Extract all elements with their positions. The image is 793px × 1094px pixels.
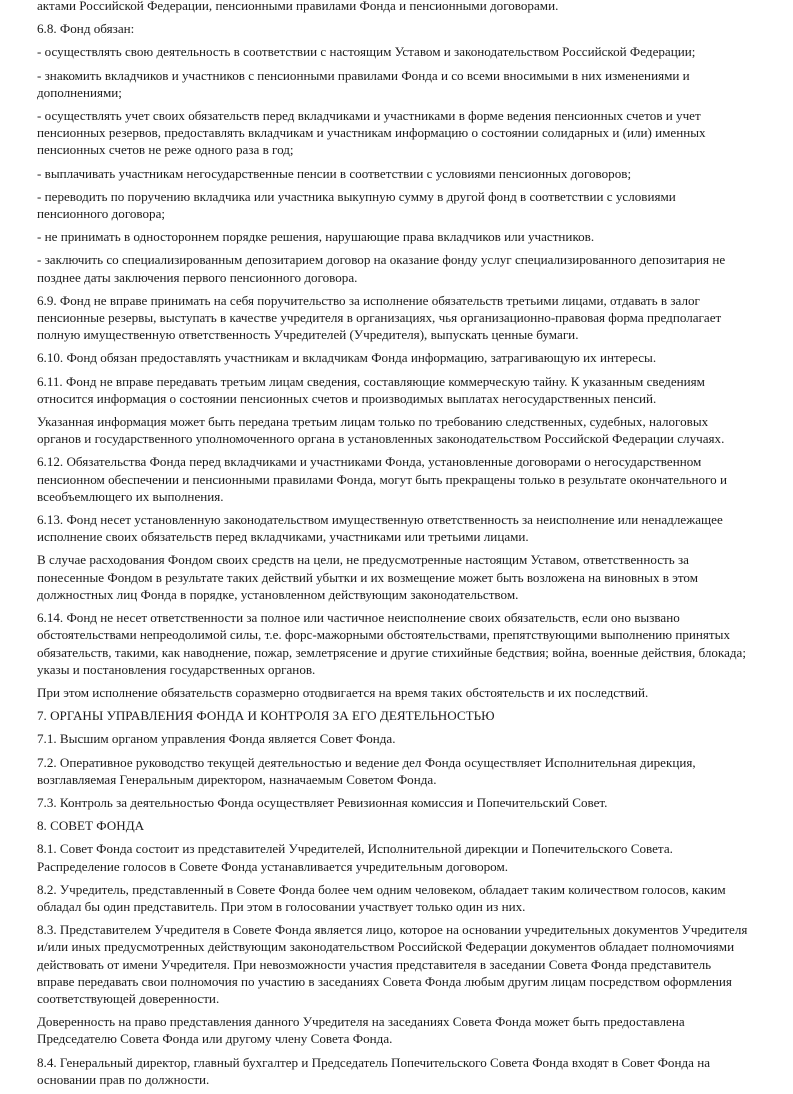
clause-8-4: 8.4. Генеральный директор, главный бухгалтер и Председатель Попечительского Совета Фонда входят в Совет Фонда на основании прав по должности.	[37, 1054, 711, 1087]
section-heading-8: 8. СОВЕТ ФОНДА	[37, 818, 145, 834]
clause-8-2: 8.2. Учредитель, представленный в Совете Фонда более чем одним человеком, обладает таким количеством голосов, каким обладал бы один представитель. При этом в голосовании участвует только один из них.	[37, 881, 726, 914]
list-item: - знакомить вкладчиков и участников с пенсионными правилами Фонда и со всеми вносимыми в них изменениями и дополнениями;	[37, 67, 690, 100]
paragraph: Доверенность на право представления данного Учредителя на заседаниях Совета Фонда может быть предоставлена Председателю Совета Фонда или другому члену Совета Фонда.	[37, 1014, 685, 1047]
clause-7-1: 7.1. Высшим органом управления Фонда является Совет Фонда.	[37, 731, 396, 747]
clause-6-8: 6.8. Фонд обязан:	[37, 21, 135, 37]
paragraph: При этом исполнение обязательств соразмерно отодвигается на время таких обстоятельств и их последствий.	[37, 684, 649, 700]
section-heading-7: 7. ОРГАНЫ УПРАВЛЕНИЯ ФОНДА И КОНТРОЛЯ ЗА ЕГО ДЕЯТЕЛЬНОСТЬЮ	[37, 708, 495, 724]
document-page	[37, 0, 749, 1094]
clause-6-14: 6.14. Фонд не несет ответственности за полное или частичное неисполнение своих обязательств, если оно вызвано обстоятельствами непреодолимой силы, т.е. форс-мажорными обстоятельствами, препятствующими выполнению принятых обязательств, такими, как наводнение, пожар, землетрясение и другие стихийные бедствия; война, военные действия, блокада; указы и постановления государственных органов.	[37, 610, 746, 677]
list-item: - заключить со специализированным депозитарием договор на оказание фонду услуг специализированного депозитария не позднее даты заключения первого пенсионного договора.	[37, 252, 726, 285]
clause-6-12: 6.12. Обязательства Фонда перед вкладчиками и участниками Фонда, установленные договорами о негосударственном пенсионном обеспечении и пенсионными правилами Фонда, могут быть прекращены только в результате окончательного и всеобъемлющего их выполнения.	[37, 454, 727, 504]
paragraph-continuation: актами Российской Федерации, пенсионными правилами Фонда и пенсионными договорами.	[37, 0, 559, 13]
list-item: - осуществлять учет своих обязательств перед вкладчиками и участниками в форме ведения пенсионных счетов и учет пенсионных резервов, предоставлять вкладчикам и участникам информацию о состоянии солидарных и (или) именных пенсионных счетов не реже одного раза в год;	[37, 108, 706, 158]
clause-7-2: 7.2. Оперативное руководство текущей деятельностью и ведение дел Фонда осуществляет Исполнительная дирекция, возглавляемая Генеральным директором, назначаемым Советом Фонда.	[37, 754, 696, 787]
clause-6-11: 6.11. Фонд не вправе передавать третьим лицам сведения, составляющие коммерческую тайну. К указанным сведениям относится информация о состоянии пенсионных счетов и производимых выплатах негосударственных пенсий.	[37, 373, 705, 406]
clause-6-13: 6.13. Фонд несет установленную законодательством имущественную ответственность за неисполнение или ненадлежащее исполнение своих обязательств перед вкладчиками, участниками или третьими лицами.	[37, 512, 723, 545]
clause-8-3: 8.3. Представителем Учредителя в Совете Фонда является лицо, которое на основании учредительных документов Учредителя и/или иных предусмотренных действующим законодательством Российской Федерации документов обладает полномочиями действовать от имени Учредителя. При невозможности участия представителя в заседании Совета Фонда представитель вправе передавать свои полномочия по участию в заседаниях Совета Фонда любым другим лицам посредством оформления соответствующей доверенности.	[37, 922, 748, 1006]
clause-6-9: 6.9. Фонд не вправе принимать на себя поручительство за исполнение обязательств третьими лицами, отдавать в залог пенсионные резервы, выступать в качестве учредителя в организациях, чья организационно-правовая форма предполагает полную имущественную ответственность Учредителей (Учредителя), выпускать ценные бумаги.	[37, 292, 722, 343]
clause-8-1: 8.1. Совет Фонда состоит из представителей Учредителей, Исполнительной дирекции и Попечительского Совета. Распределение голосов в Совете Фонда устанавливается учредительным договором.	[37, 841, 673, 874]
list-item: - выплачивать участникам негосударственные пенсии в соответствии с условиями пенсионных договоров;	[37, 165, 632, 181]
list-item: - не принимать в одностороннем порядке решения, нарушающие права вкладчиков или участников.	[37, 229, 595, 245]
clause-6-10: 6.10. Фонд обязан предоставлять участникам и вкладчикам Фонда информацию, затрагивающую их интересы.	[37, 350, 657, 366]
clause-7-3: 7.3. Контроль за деятельностью Фонда осуществляет Ревизионная комиссия и Попечительский Совет.	[37, 794, 608, 810]
paragraph: В случае расходования Фондом своих средств на цели, не предусмотренные настоящим Уставом, ответственность за понесенные Фондом в результате таких действий убытки и их возмещение может быть возложена на виновных в этом должностных лиц Фонда в порядке, установленном действующим законодательством.	[37, 552, 699, 602]
paragraph: Указанная информация может быть передана третьим лицам только по требованию следственных, судебных, налоговых органов и государственного уполномоченного органа в установленных законодательством Российской Федерации случаях.	[37, 414, 725, 447]
list-item: - осуществлять свою деятельность в соответствии с настоящим Уставом и законодательством Российской Федерации;	[37, 44, 696, 60]
list-item: - переводить по поручению вкладчика или участника выкупную сумму в другой фонд в соответствии с условиями пенсионного договора;	[37, 188, 676, 222]
